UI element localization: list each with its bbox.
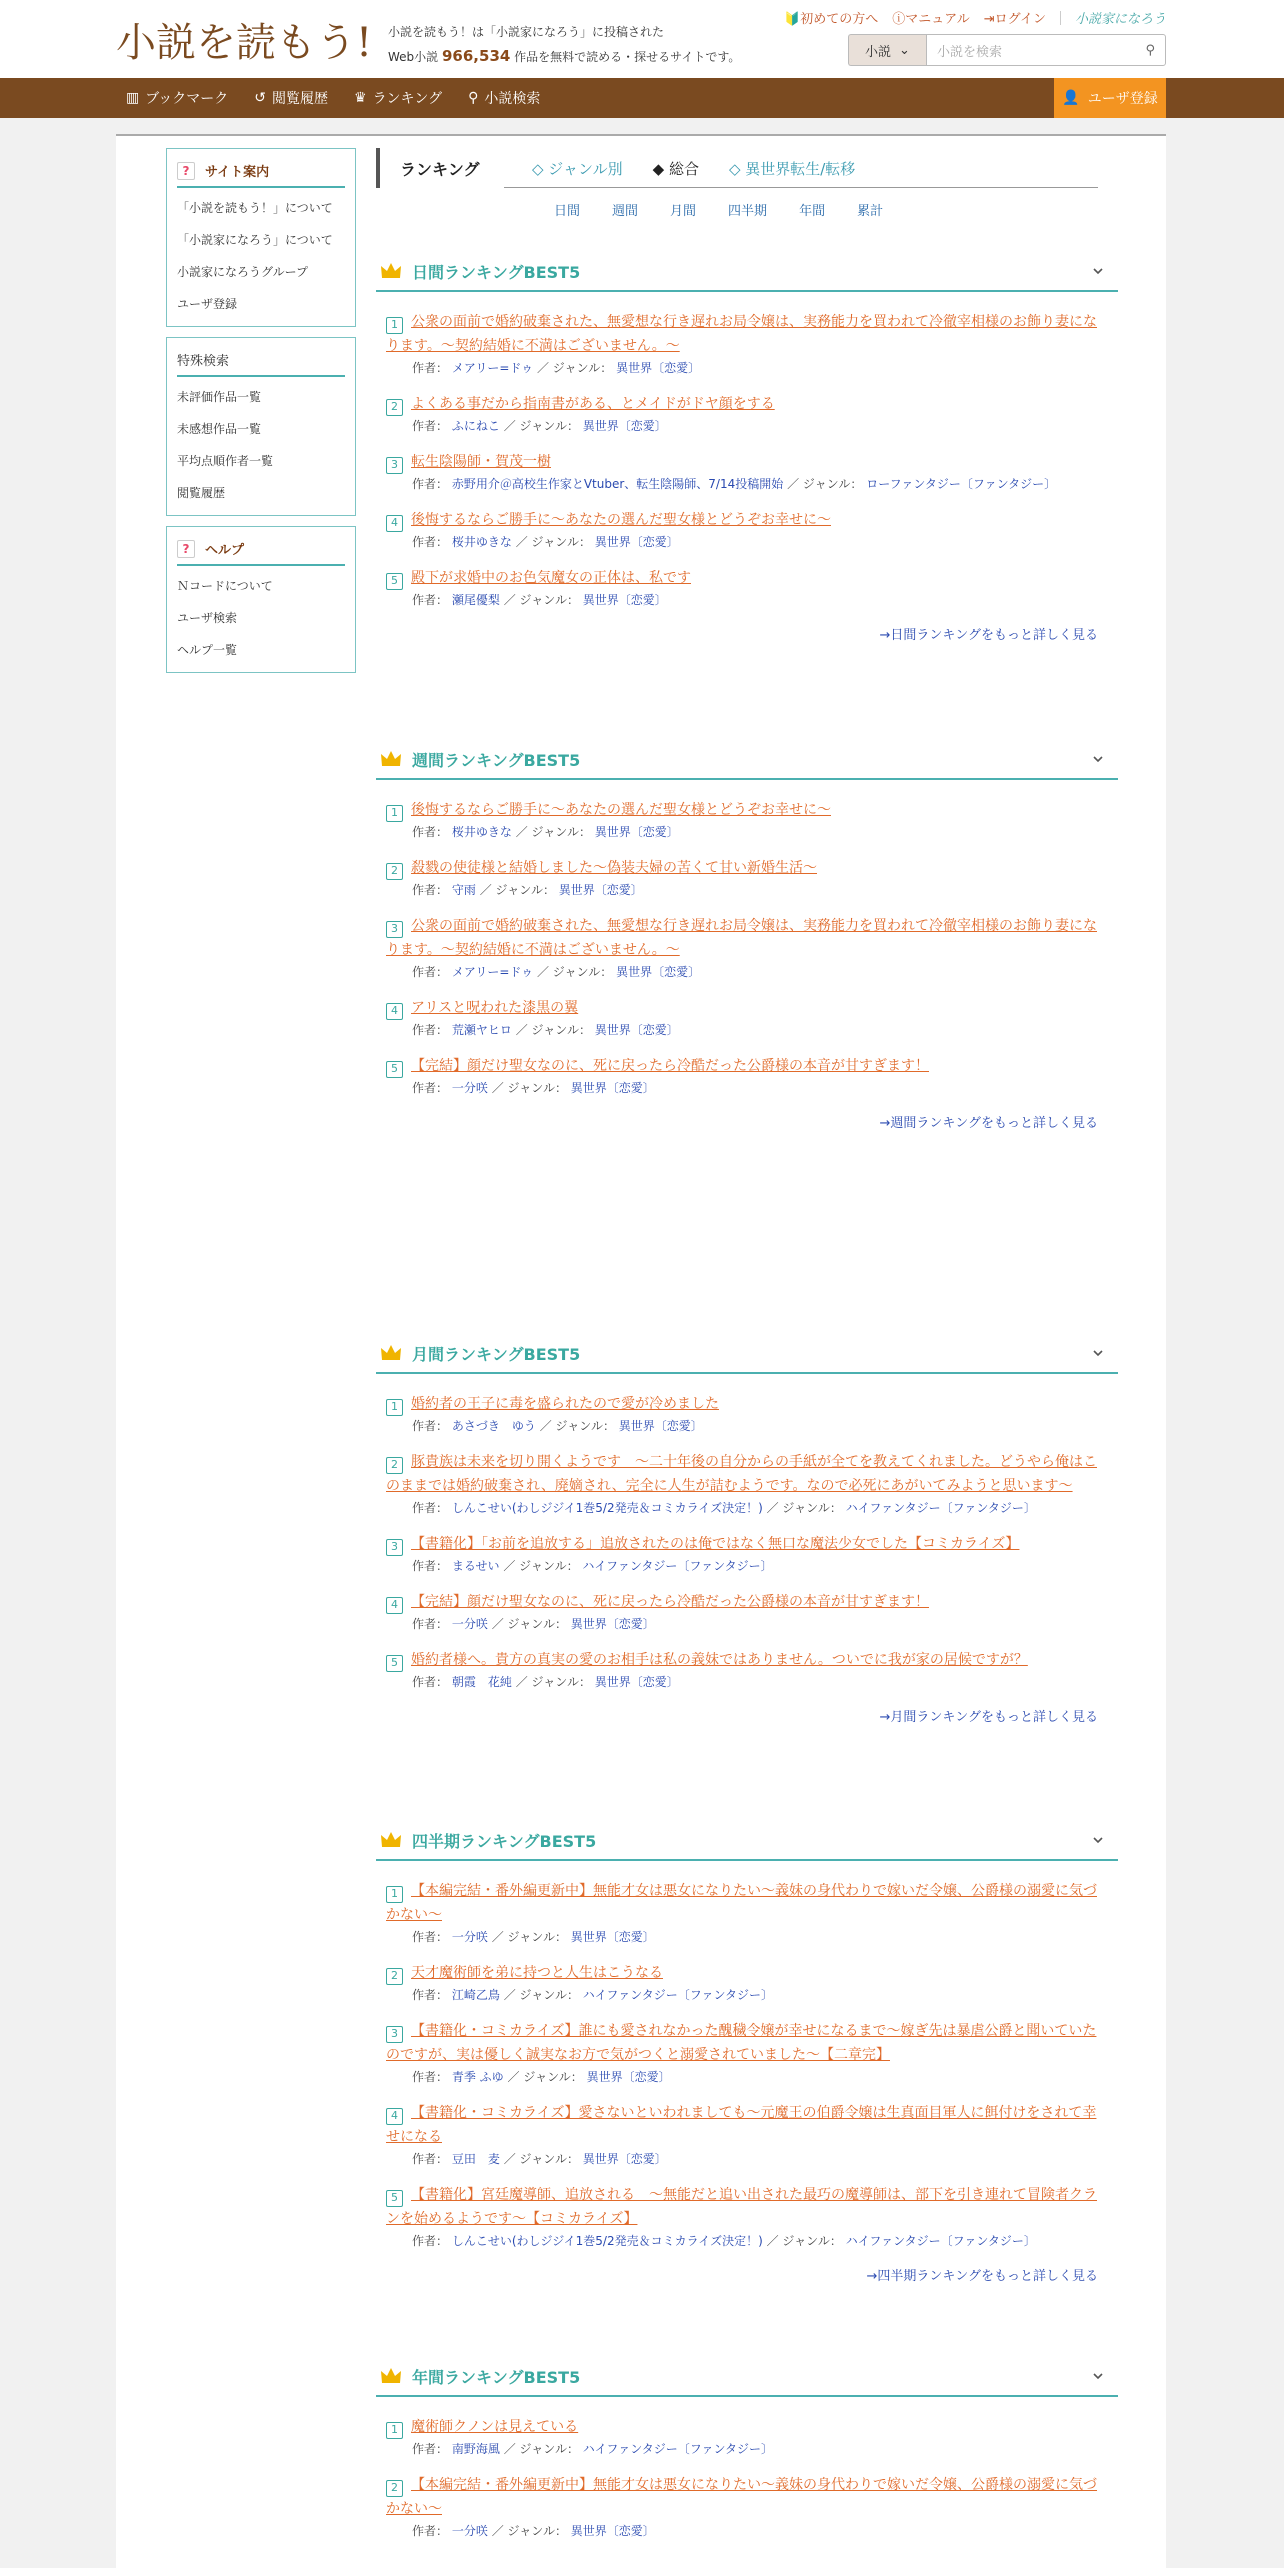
author-link[interactable]: ふにねこ: [451, 419, 500, 433]
novel-meta: [386, 1416, 1106, 1436]
section-title: 月間ランキングBEST5: [412, 1344, 581, 1364]
section-title: 週間ランキングBEST5: [412, 750, 581, 770]
genre-link[interactable]: 異世界〔恋愛〕: [570, 2524, 655, 2538]
top-links: [784, 8, 1166, 27]
genre-label: ／ ジャンル：: [491, 1617, 567, 1631]
rank-number: 1: [386, 1886, 403, 1903]
ranking-entry: [386, 1648, 1106, 1692]
ranking-section: [376, 1334, 1118, 1725]
ranking-entry: [386, 856, 1106, 900]
author-link[interactable]: メアリー=ドゥ: [451, 965, 534, 979]
ranking-entry: [386, 2019, 1106, 2087]
novel-meta: [386, 1556, 1106, 1576]
tagline-line1: 小説を読もう！は「小説家になろう」に投稿された: [388, 25, 665, 39]
genre-link[interactable]: 異世界〔恋愛〕: [582, 593, 667, 607]
genre-label: ／ ジャンル：: [515, 1675, 591, 1689]
genre-label: ／ ジャンル：: [515, 825, 591, 839]
rank-number: 3: [386, 921, 403, 938]
rank-number: 1: [386, 2422, 403, 2439]
genre-link[interactable]: 異世界〔恋愛〕: [594, 535, 679, 549]
rank-number: 1: [386, 1399, 403, 1416]
author-link[interactable]: 桜井ゆきな: [451, 825, 512, 839]
ranking-entry: [386, 2473, 1106, 2541]
ranking-entry: [386, 1450, 1106, 1518]
genre-label: ／ ジャンル：: [539, 1419, 615, 1433]
crown-icon: ♛: [354, 90, 367, 106]
author-label: 作者：: [412, 1988, 449, 2002]
novel-title-link[interactable]: 後悔するならご勝手に～あなたの選んだ聖女様とどうぞお幸せに～: [411, 802, 831, 818]
ranking-section: [376, 2357, 1118, 2555]
author-label: 作者：: [412, 1023, 449, 1037]
sidebar-help: ? ヘルプ Ｎコードについて ユーザ検索 ヘルプ一覧: [166, 526, 356, 673]
genre-label: ／ ジャンル：: [503, 419, 579, 433]
author-label: 作者：: [412, 2442, 449, 2456]
novel-meta: [386, 2439, 1106, 2459]
section-title: 日間ランキングBEST5: [412, 262, 581, 282]
author-label: 作者：: [412, 1419, 449, 1433]
genre-label: ／ ジャンル：: [503, 1559, 579, 1573]
rank-number: 2: [386, 1968, 403, 1985]
novel-meta: [386, 962, 1106, 982]
genre-link[interactable]: 異世界〔恋愛〕: [618, 1419, 703, 1433]
site-logo[interactable]: [116, 10, 376, 68]
sidebar-item[interactable]: 閲覧履歴: [177, 486, 226, 500]
ranking-section: [376, 1821, 1118, 2284]
period-daily[interactable]: 日間: [554, 204, 581, 219]
author-label: 作者：: [412, 1559, 449, 1573]
search-input[interactable]: 小説を検索 ⚲: [926, 34, 1166, 66]
sidebar-item[interactable]: ヘルプ一覧: [177, 643, 238, 657]
ranking-entry: [386, 1532, 1106, 1576]
genre-link[interactable]: ローファンタジー〔ファンタジー〕: [866, 477, 1057, 491]
tagline-prefix: Web小説: [388, 50, 439, 64]
rank-number: 5: [386, 573, 403, 590]
tagline-suffix: 作品を無料で読める・探せるサイトです。: [514, 50, 741, 64]
rank-number: 5: [386, 1655, 403, 1672]
author-link[interactable]: 江崎乙鳥: [451, 1988, 500, 2002]
genre-label: ／ ジャンル：: [479, 883, 555, 897]
sidebar-item[interactable]: Ｎコードについて: [177, 579, 273, 593]
novel-title-link[interactable]: 【完結】顔だけ聖女なのに、死に戻ったら冷酷だった公爵様の本音が甘すぎます！: [411, 1058, 929, 1074]
nav-ranking[interactable]: ♛ ランキング: [354, 90, 443, 107]
genre-label: ／ ジャンル：: [766, 2234, 842, 2248]
ranking-list: [376, 1374, 1118, 1692]
genre-link[interactable]: 異世界〔恋愛〕: [594, 1675, 679, 1689]
novel-meta: [386, 358, 1106, 378]
author-label: 作者：: [412, 2152, 449, 2166]
author-link[interactable]: 青季 ふゆ: [451, 2070, 504, 2084]
novel-meta: [386, 1078, 1106, 1098]
sidebar-item[interactable]: 平均点順作者一覧: [177, 454, 274, 468]
author-link[interactable]: 南野海風: [451, 2442, 500, 2456]
author-link[interactable]: あさづき ゆう: [451, 1419, 536, 1433]
ranking-list: [376, 1861, 1118, 2251]
author-label: 作者：: [412, 1081, 449, 1095]
novel-meta: [386, 532, 1106, 552]
link-manual[interactable]: ⓘマニュアル: [892, 12, 970, 27]
sidebar-item[interactable]: 未感想作品一覧: [177, 422, 262, 436]
divider: [1060, 11, 1061, 25]
novel-title-link[interactable]: 転生陰陽師・賀茂一樹: [411, 454, 551, 470]
ranking-entry: [386, 914, 1106, 982]
genre-label: ／ ジャンル：: [503, 2152, 579, 2166]
genre-label: ／ ジャンル：: [491, 1930, 567, 1944]
novel-meta: [386, 822, 1106, 842]
rank-number: 2: [386, 1457, 403, 1474]
main-container: [116, 134, 1166, 2568]
novel-title-link[interactable]: 【書籍化・コミカライズ】誰にも愛されなかった醜穢令嬢が幸せになるまで〜嫁ぎ先は暴虐公爵と聞いていたのですが、実は優しく誠実なお方で気がつくと溺愛されていました〜【二章完】: [386, 2023, 1097, 2063]
author-label: 作者：: [412, 2070, 449, 2084]
ranking-section: [376, 740, 1118, 1131]
section-header[interactable]: [376, 740, 1118, 780]
genre-label: ／ ジャンル：: [787, 477, 863, 491]
ranking-entry: [386, 2101, 1106, 2169]
section-header[interactable]: [376, 2357, 1118, 2397]
nav-search[interactable]: ⚲ 小説検索: [468, 90, 541, 107]
author-link[interactable]: しんこせい(わしジジイ1巻5/2発売＆コミカライズ決定！): [451, 1501, 763, 1515]
search-icon: ⚲: [468, 90, 479, 106]
genre-link[interactable]: ハイファンタジー〔ファンタジー〕: [582, 1988, 773, 2002]
rank-number: 2: [386, 2480, 403, 2497]
period-quarterly[interactable]: 四半期: [728, 204, 768, 219]
rank-number: 4: [386, 1003, 403, 1020]
rank-number: 4: [386, 515, 403, 532]
crown-icon: [380, 1344, 402, 1362]
ranking-entry: [386, 566, 1106, 610]
link-login[interactable]: ⇥ログイン: [983, 12, 1046, 27]
partner-logo[interactable]: 小説家になろう: [1074, 12, 1166, 27]
ranking-list: [376, 2397, 1118, 2541]
search-type-select[interactable]: 小説 ⌄: [848, 34, 926, 66]
ranking-entry: [386, 1054, 1106, 1098]
novel-meta: [386, 1498, 1106, 1518]
novel-title-link[interactable]: 後悔するならご勝手に～あなたの選んだ聖女様とどうぞお幸せに～: [411, 512, 831, 528]
ranking-entry: [386, 1392, 1106, 1436]
genre-label: ／ ジャンル：: [515, 535, 591, 549]
novel-title-link[interactable]: 殺戮の使徒様と結婚しました～偽装夫婦の苦くて甘い新婚生活～: [411, 860, 817, 876]
genre-label: ／ ジャンル：: [491, 2524, 567, 2538]
section-header[interactable]: [376, 1821, 1118, 1861]
ranking-entry: [386, 508, 1106, 552]
ranking-section: [376, 252, 1118, 643]
novel-title-link[interactable]: 天才魔術師を弟に持つと人生はこうなる: [411, 1965, 663, 1981]
ranking-entry: [386, 2415, 1106, 2459]
site-header: [0, 0, 1284, 78]
author-label: 作者：: [412, 593, 449, 607]
rank-number: 5: [386, 2190, 403, 2207]
author-label: 作者：: [412, 477, 449, 491]
novel-title-link[interactable]: 【書籍化】宮廷魔導師、追放される ～無能だと追い出された最巧の魔導師は、部下を引き連れて冒険者クランを始めるようです～【コミカライズ】: [386, 2187, 1097, 2227]
ranking-list: [376, 780, 1118, 1098]
period-yearly[interactable]: 年間: [799, 204, 826, 219]
novel-title-link[interactable]: 【書籍化】「お前を追放する」追放されたのは俺ではなく無口な魔法少女でした【コミカライズ】: [411, 1536, 1020, 1552]
novel-meta: [386, 2149, 1106, 2169]
author-label: 作者：: [412, 1930, 449, 1944]
genre-link[interactable]: 異世界〔恋愛〕: [570, 1930, 655, 1944]
author-link[interactable]: しんこせい(わしジジイ1巻5/2発売＆コミカライズ決定！): [451, 2234, 763, 2248]
sidebar-site-guide: ? サイト案内 「小説を読もう！」について 「小説家になろう」について 小説家になろうグループ ユーザ登録: [166, 148, 356, 327]
genre-link[interactable]: 異世界〔恋愛〕: [582, 419, 667, 433]
novel-meta: [386, 2231, 1106, 2251]
author-link[interactable]: 守雨: [451, 883, 476, 897]
genre-link[interactable]: 異世界〔恋愛〕: [616, 361, 701, 375]
section-header[interactable]: [376, 1334, 1118, 1374]
author-link[interactable]: まるせい: [451, 1559, 500, 1573]
author-link[interactable]: メアリー=ドゥ: [451, 361, 534, 375]
novel-meta: [386, 1614, 1106, 1634]
genre-label: ／ ジャンル：: [766, 1501, 842, 1515]
nav-history[interactable]: ↺ 閲覧履歴: [254, 90, 328, 107]
chevron-down-icon[interactable]: [1092, 1834, 1104, 1846]
ranking-entry: [386, 1590, 1106, 1634]
genre-link[interactable]: 異世界〔恋愛〕: [570, 1081, 655, 1095]
sidebar-special-search: 特殊検索 未評価作品一覧 未感想作品一覧 平均点順作者一覧 閲覧履歴: [166, 337, 356, 516]
author-label: 作者：: [412, 2234, 449, 2248]
novel-meta: [386, 2521, 1106, 2541]
site-tagline: [388, 20, 740, 69]
rank-number: 3: [386, 1539, 403, 1556]
novel-title-link[interactable]: 【本編完結・番外編更新中】無能才女は悪女になりたい～義妹の身代わりで嫁いだ令嬢、公爵様の溺愛に気づかない～: [386, 1883, 1097, 1923]
chevron-down-icon[interactable]: [1092, 753, 1104, 765]
genre-link[interactable]: ハイファンタジー〔ファンタジー〕: [582, 1559, 773, 1573]
rank-number: 2: [386, 399, 403, 416]
novel-title-link[interactable]: 殿下が求婚中のお色気魔女の正体は、私です: [411, 570, 691, 586]
author-label: 作者：: [412, 825, 449, 839]
genre-link[interactable]: 異世界〔恋愛〕: [582, 2152, 667, 2166]
author-label: 作者：: [412, 535, 449, 549]
novel-meta: [386, 2067, 1106, 2087]
sidebar-item[interactable]: 「小説家になろう」について: [177, 233, 333, 247]
novel-title-link[interactable]: よくある事だから指南書がある、とメイドがドヤ顔をする: [411, 396, 775, 412]
logo-text: 小説を読もう!: [116, 20, 373, 66]
genre-link[interactable]: ハイファンタジー〔ファンタジー〕: [582, 2442, 773, 2456]
rank-number: 2: [386, 863, 403, 880]
genre-label: ／ ジャンル：: [503, 593, 579, 607]
genre-link[interactable]: 異世界〔恋愛〕: [558, 883, 643, 897]
rank-number: 4: [386, 2108, 403, 2125]
novel-title-link[interactable]: 婚約者様へ。貴方の真実の愛のお相手は私の義妹ではありません。ついでに我が家の居候ですが？: [411, 1652, 1028, 1668]
rank-number: 3: [386, 457, 403, 474]
novel-meta: [386, 474, 1106, 494]
sidebar-item[interactable]: 未評価作品一覧: [177, 390, 262, 404]
page-title: ランキング: [400, 159, 480, 179]
genre-label: ／ ジャンル：: [503, 1988, 579, 2002]
author-link[interactable]: 一分咲: [451, 2524, 488, 2538]
novel-title-link[interactable]: 公衆の面前で婚約破棄された、無愛想な行き遅れお局令嬢は、実務能力を買われて冷徹宰相様のお飾り妻になります。～契約結婚に不満はございません。～: [386, 918, 1097, 958]
author-label: 作者：: [412, 883, 449, 897]
novel-title-link[interactable]: 【書籍化・コミカライズ】愛さないといわれましても～元魔王の伯爵令嬢は生真面目軍人に餌付けをされて幸せになる: [386, 2105, 1097, 2145]
user-register-button[interactable]: 👤 ユーザ登録: [1054, 78, 1166, 118]
genre-label: ／ ジャンル：: [507, 2070, 583, 2084]
genre-label: ／ ジャンル：: [503, 2442, 579, 2456]
novel-title-link[interactable]: アリスと呪われた漆黒の翼: [411, 1000, 579, 1016]
sidebar-item[interactable]: 「小説を読もう！」について: [177, 201, 333, 215]
rank-number: 5: [386, 1061, 403, 1078]
period-links: [554, 200, 1118, 219]
novel-title-link[interactable]: 【完結】顔だけ聖女なのに、死に戻ったら冷酷だった公爵様の本音が甘すぎます！: [411, 1594, 929, 1610]
sidebar: [166, 148, 356, 683]
genre-link[interactable]: 異世界〔恋愛〕: [586, 2070, 671, 2084]
novel-meta: [386, 1927, 1106, 1947]
author-link[interactable]: 一分咲: [451, 1617, 488, 1631]
novel-title-link[interactable]: 【本編完結・番外編更新中】無能才女は悪女になりたい～義妹の身代わりで嫁いだ令嬢、公爵様の溺愛に気づかない～: [386, 2477, 1097, 2517]
more-link[interactable]: →四半期ランキングをもっと詳しく見る: [866, 2269, 1098, 2284]
section-title: 四半期ランキングBEST5: [412, 1831, 597, 1851]
rank-number: 1: [386, 805, 403, 822]
more-link[interactable]: →週間ランキングをもっと詳しく見る: [879, 1116, 1098, 1131]
section-title: 年間ランキングBEST5: [412, 2367, 581, 2387]
author-label: 作者：: [412, 2524, 449, 2538]
author-link[interactable]: 赤野用介＠高校生作家とVtuber、転生陰陽師、7/14投稿開始: [451, 477, 784, 491]
ranking-entry: [386, 450, 1106, 494]
genre-label: ／ ジャンル：: [536, 361, 613, 375]
rank-number: 3: [386, 2026, 403, 2043]
history-icon: ↺: [254, 90, 266, 106]
novel-title-link[interactable]: 公衆の面前で婚約破棄された、無愛想な行き遅れお局令嬢は、実務能力を買われて冷徹宰相様のお飾り妻になります。～契約結婚に不満はございません。～: [386, 314, 1097, 354]
bookmark-icon: ▥: [126, 90, 140, 106]
ranking-entry: [386, 310, 1106, 378]
author-link[interactable]: 荒瀬ヤヒロ: [451, 1023, 512, 1037]
novel-title-link[interactable]: 魔術師クノンは見えている: [411, 2419, 579, 2435]
novel-count: 966,534: [442, 47, 511, 65]
search-form: [848, 34, 1166, 66]
chevron-down-icon: ⌄: [899, 42, 910, 58]
ranking-entry: [386, 1879, 1106, 1947]
crown-icon: [380, 2367, 402, 2385]
genre-link[interactable]: ハイファンタジー〔ファンタジー〕: [845, 1501, 1036, 1515]
author-link[interactable]: 瀬尾優梨: [451, 593, 500, 607]
sidebar-item[interactable]: 小説家になろうグループ: [177, 265, 309, 279]
author-label: 作者：: [412, 419, 449, 433]
author-link[interactable]: 朝霞 花純: [451, 1675, 512, 1689]
crown-icon: [380, 262, 402, 280]
genre-link[interactable]: 異世界〔恋愛〕: [594, 825, 679, 839]
author-link[interactable]: 一分咲: [451, 1081, 488, 1095]
author-label: 作者：: [412, 1501, 449, 1515]
ranking-entry: [386, 392, 1106, 436]
sidebar-item[interactable]: ユーザ登録: [177, 297, 238, 311]
genre-label: ／ ジャンル：: [515, 1023, 591, 1037]
tab-genre[interactable]: ◇ ジャンル別: [532, 159, 623, 178]
help-icon: ?: [177, 162, 195, 180]
genre-label: ／ ジャンル：: [491, 1081, 567, 1095]
ranking-entry: [386, 798, 1106, 842]
author-label: 作者：: [412, 965, 449, 979]
novel-title-link[interactable]: 婚約者の王子に毒を盛られたので愛が冷めました: [411, 1396, 719, 1412]
sidebar-item[interactable]: ユーザ検索: [177, 611, 238, 625]
ranking-entry: [386, 2183, 1106, 2251]
ranking-content: [376, 148, 1118, 2538]
novel-meta: [386, 590, 1106, 610]
rank-number: 4: [386, 1597, 403, 1614]
genre-link[interactable]: 異世界〔恋愛〕: [594, 1023, 679, 1037]
user-icon: 👤: [1062, 90, 1080, 106]
rank-number: 1: [386, 317, 403, 334]
novel-meta: [386, 1985, 1106, 2005]
chevron-down-icon[interactable]: [1092, 1347, 1104, 1359]
novel-meta: [386, 1020, 1106, 1040]
tab-overall[interactable]: ◆ 総合: [652, 159, 699, 178]
search-icon[interactable]: ⚲: [1145, 42, 1155, 58]
novel-title-link[interactable]: 豚貴族は未来を切り開くようです ～二十年後の自分からの手紙が全てを教えてくれました。どうやら俺はこのままでは婚約破棄され、廃嫡され、完全に人生が詰むようです。なので必死にあがいてみようと思います～: [386, 1454, 1097, 1494]
period-monthly[interactable]: 月間: [670, 204, 697, 219]
crown-icon: [380, 750, 402, 768]
ranking-entry: [386, 1961, 1106, 2005]
ranking-entry: [386, 996, 1106, 1040]
more-link[interactable]: →月間ランキングをもっと詳しく見る: [879, 1710, 1098, 1725]
genre-label: ／ ジャンル：: [536, 965, 613, 979]
more-link[interactable]: →日間ランキングをもっと詳しく見る: [879, 628, 1098, 643]
author-label: 作者：: [412, 1617, 449, 1631]
tab-isekai[interactable]: ◇ 異世界転生/転移: [728, 159, 856, 178]
novel-meta: [386, 1672, 1106, 1692]
period-total[interactable]: 累計: [857, 204, 884, 219]
ranking-list: [376, 292, 1118, 610]
chevron-down-icon[interactable]: [1092, 2370, 1104, 2382]
genre-link[interactable]: ハイファンタジー〔ファンタジー〕: [845, 2234, 1036, 2248]
link-beginners[interactable]: 🔰初めての方へ: [784, 12, 879, 27]
genre-link[interactable]: 異世界〔恋愛〕: [616, 965, 701, 979]
ranking-tabs: [376, 148, 1098, 188]
period-weekly[interactable]: 週間: [612, 204, 639, 219]
genre-link[interactable]: 異世界〔恋愛〕: [570, 1617, 655, 1631]
section-header[interactable]: [376, 252, 1118, 292]
help-icon: ?: [177, 540, 195, 558]
divider: [504, 187, 1098, 188]
chevron-down-icon[interactable]: [1092, 265, 1104, 277]
author-label: 作者：: [412, 361, 449, 375]
nav-bookmark[interactable]: ▥ ブックマーク: [126, 90, 229, 107]
author-link[interactable]: 一分咲: [451, 1930, 488, 1944]
novel-meta: [386, 416, 1106, 436]
author-label: 作者：: [412, 1675, 449, 1689]
main-nav: [0, 78, 1284, 118]
crown-icon: [380, 1831, 402, 1849]
author-link[interactable]: 桜井ゆきな: [451, 535, 512, 549]
novel-meta: [386, 880, 1106, 900]
author-link[interactable]: 豆田 麦: [451, 2152, 500, 2166]
